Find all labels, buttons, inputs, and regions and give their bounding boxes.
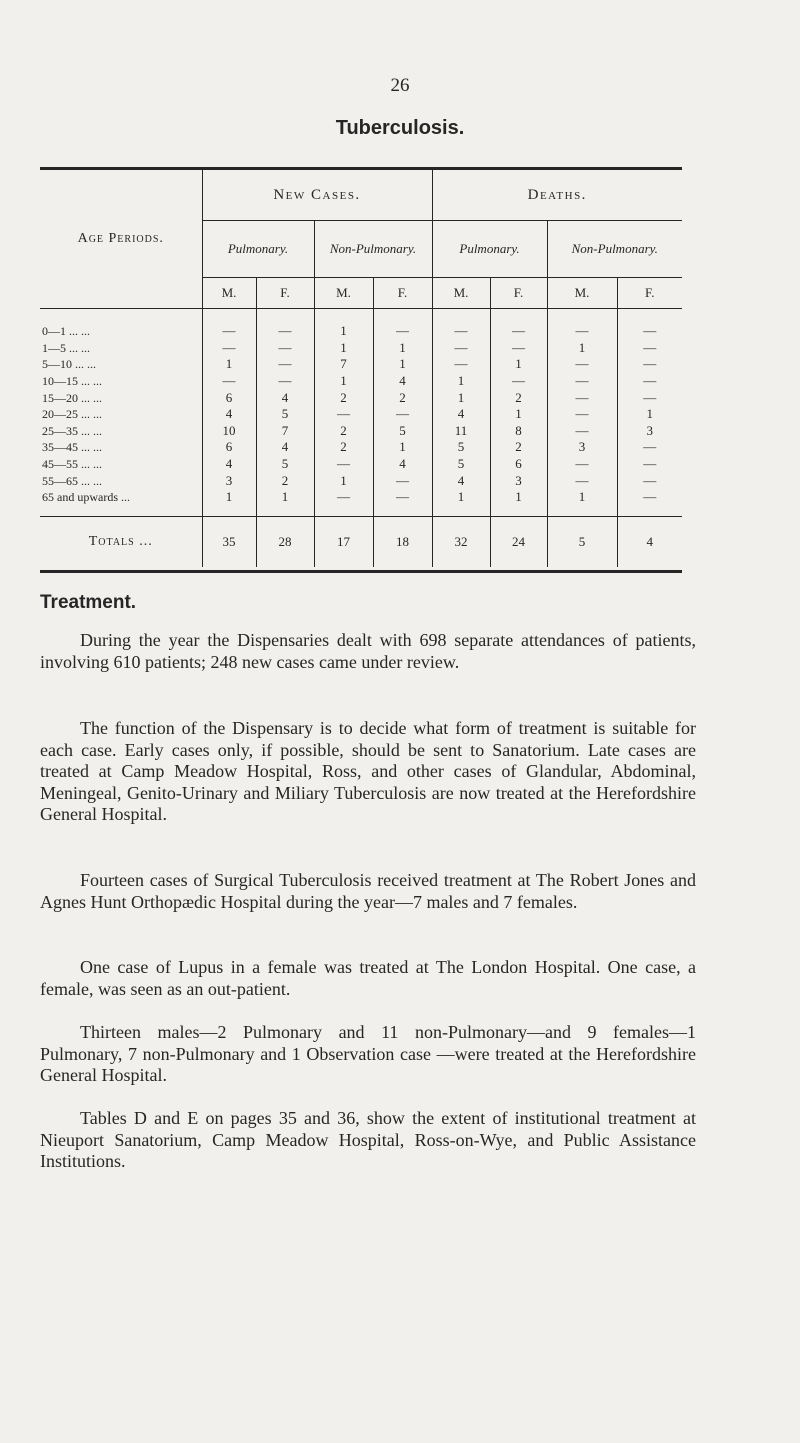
value-cell: 1 [547,340,617,357]
table-row [40,389,682,406]
page-number: 26 [390,75,410,96]
deaths-pulmonary-m-header: M. [432,278,490,309]
value-cell: — [373,472,432,489]
value-cell: — [617,340,682,357]
value-cell: 1 [314,309,373,340]
value-cell: — [256,309,314,340]
value-cell: — [432,340,490,357]
table-row [40,456,682,473]
value-cell: 4 [202,456,256,473]
age-period-cell: 20—25 ... ... [42,407,102,422]
new-pulmonary-f-header: F. [256,278,314,309]
value-cell: 2 [490,439,547,456]
value-cell: — [432,309,490,340]
table-row [40,489,682,516]
value-cell: 3 [547,439,617,456]
value-cell: — [547,456,617,473]
total-cell: 32 [432,516,490,567]
deaths-pulmonary-f-header: F. [490,278,547,309]
treatment-paragraph: One case of Lupus in a female was treated at The London Hospital. One case, a female, was seen as an out-patient. [40,957,696,999]
value-cell: 6 [202,389,256,406]
value-cell: — [373,309,432,340]
value-cell: 10 [202,423,256,440]
value-cell: — [547,389,617,406]
value-cell: 4 [373,373,432,390]
age-period-cell: 65 and upwards ... [42,490,130,505]
section-title: Tuberculosis. [335,117,465,139]
age-period-cell: 10—15 ... ... [42,374,102,389]
table-row [40,439,682,456]
value-cell: — [617,456,682,473]
deaths-header: Deaths. [432,170,682,221]
total-cell: 24 [490,516,547,567]
value-cell: 1 [202,356,256,373]
value-cell: — [617,489,682,516]
value-cell: — [617,356,682,373]
value-cell: — [432,356,490,373]
treatment-heading: Treatment. [40,592,137,613]
value-cell: — [490,309,547,340]
value-cell: — [314,489,373,516]
totals-row [40,516,682,567]
age-period-cell: 45—55 ... ... [42,457,102,472]
treatment-paragraph: Thirteen males—2 Pulmonary and 11 non-Pulmonary—and 9 females—1 Pulmonary, 7 non-Pulmonary and 1 Observation case —were treated at the Herefordshire General Hospital. [40,1022,696,1085]
value-cell: 1 [490,406,547,423]
table-body [40,309,682,517]
value-cell: 3 [490,472,547,489]
value-cell: — [547,472,617,489]
value-cell: 1 [314,472,373,489]
value-cell: 1 [373,356,432,373]
value-cell: — [547,373,617,390]
value-cell: — [256,356,314,373]
value-cell: 1 [547,489,617,516]
value-cell: 5 [373,423,432,440]
value-cell: — [373,489,432,516]
value-cell: — [547,406,617,423]
value-cell: — [617,309,682,340]
age-period-cell: 55—65 ... ... [42,473,102,488]
new-non-pulmonary-f-header: F. [373,278,432,309]
treatment-paragraph: The function of the Dispensary is to decide what form of treatment is suitable for each case. Early cases only, if possible, should be sent to Sanatorium. Late cases are treated at Camp Meadow Hospital, Ross, and other cases of Glandular, Abdominal, Meningeal, Genito-Urinary and Miliary Tuberculosis are now treated at the Herefordshire General Hospital. [40,718,696,824]
deaths-non-pulmonary-header: Non-Pulmonary. [547,221,682,278]
value-cell: — [373,406,432,423]
table-row [40,309,682,340]
value-cell: 7 [256,423,314,440]
value-cell: 1 [314,340,373,357]
value-cell: 2 [256,472,314,489]
table-row [40,373,682,390]
total-cell: 28 [256,516,314,567]
table-bottom-rule [40,570,682,573]
value-cell: 11 [432,423,490,440]
table-row [40,406,682,423]
table-row [40,356,682,373]
new-non-pulmonary-m-header: M. [314,278,373,309]
value-cell: 1 [202,489,256,516]
value-cell: 2 [314,423,373,440]
age-period-cell: 1—5 ... ... [42,340,90,355]
value-cell: — [314,456,373,473]
value-cell: 1 [432,389,490,406]
treatment-paragraph: Tables D and E on pages 35 and 36, show the extent of institutional treatment at Nieuport Sanatorium, Camp Meadow Hospital, Ross-on-Wye, and Public Assistance Institutions. [40,1108,696,1171]
value-cell: 8 [490,423,547,440]
tuberculosis-table [40,170,682,567]
value-cell: — [202,309,256,340]
value-cell: — [617,389,682,406]
value-cell: — [547,423,617,440]
table-row [40,472,682,489]
deaths-non-pulmonary-m-header: M. [547,278,617,309]
value-cell: 2 [314,389,373,406]
age-period-cell: 0—1 ... ... [42,324,90,339]
treatment-paragraph: Fourteen cases of Surgical Tuberculosis received treatment at The Robert Jones and Agnes Hunt Orthopædic Hospital during the year—7 males and 7 females. [40,870,696,912]
value-cell: 4 [256,389,314,406]
table-row [40,423,682,440]
value-cell: — [202,373,256,390]
age-period-cell: 5—10 ... ... [42,357,96,372]
total-cell: 5 [547,516,617,567]
value-cell: — [490,340,547,357]
value-cell: — [490,373,547,390]
new-pulmonary-header: Pulmonary. [202,221,314,278]
value-cell: 3 [202,472,256,489]
age-period-cell: 25—35 ... ... [42,423,102,438]
value-cell: 5 [432,439,490,456]
value-cell: 3 [617,423,682,440]
value-cell: — [314,406,373,423]
value-cell: — [256,373,314,390]
total-cell: 17 [314,516,373,567]
age-periods-header: Age Periods. [40,170,202,309]
value-cell: 1 [256,489,314,516]
value-cell: 1 [432,489,490,516]
value-cell: — [547,309,617,340]
value-cell: 1 [314,373,373,390]
value-cell: — [547,356,617,373]
new-cases-header: New Cases. [202,170,432,221]
value-cell: 1 [490,489,547,516]
value-cell: 4 [202,406,256,423]
value-cell: 1 [490,356,547,373]
age-period-cell: 15—20 ... ... [42,390,102,405]
value-cell: 1 [432,373,490,390]
value-cell: 7 [314,356,373,373]
value-cell: 5 [432,456,490,473]
value-cell: 4 [432,472,490,489]
value-cell: 5 [256,406,314,423]
value-cell: 4 [256,439,314,456]
new-pulmonary-m-header: M. [202,278,256,309]
value-cell: — [617,472,682,489]
totals-label: Totals ... [40,516,202,567]
deaths-non-pulmonary-f-header: F. [617,278,682,309]
value-cell: — [617,373,682,390]
value-cell: 4 [432,406,490,423]
new-non-pulmonary-header: Non-Pulmonary. [314,221,432,278]
value-cell: 1 [373,340,432,357]
deaths-pulmonary-header: Pulmonary. [432,221,547,278]
value-cell: 4 [373,456,432,473]
value-cell: 5 [256,456,314,473]
table-row [40,340,682,357]
treatment-paragraph: During the year the Dispensaries dealt with 698 separate attendances of patients, involving 610 patients; 248 new cases came under review. [40,630,696,672]
value-cell: 2 [314,439,373,456]
value-cell: 1 [617,406,682,423]
value-cell: 2 [490,389,547,406]
value-cell: — [256,340,314,357]
total-cell: 18 [373,516,432,567]
total-cell: 35 [202,516,256,567]
value-cell: 6 [490,456,547,473]
age-period-cell: 35—45 ... ... [42,440,102,455]
value-cell: — [202,340,256,357]
total-cell: 4 [617,516,682,567]
value-cell: 2 [373,389,432,406]
value-cell: 6 [202,439,256,456]
value-cell: — [617,439,682,456]
value-cell: 1 [373,439,432,456]
